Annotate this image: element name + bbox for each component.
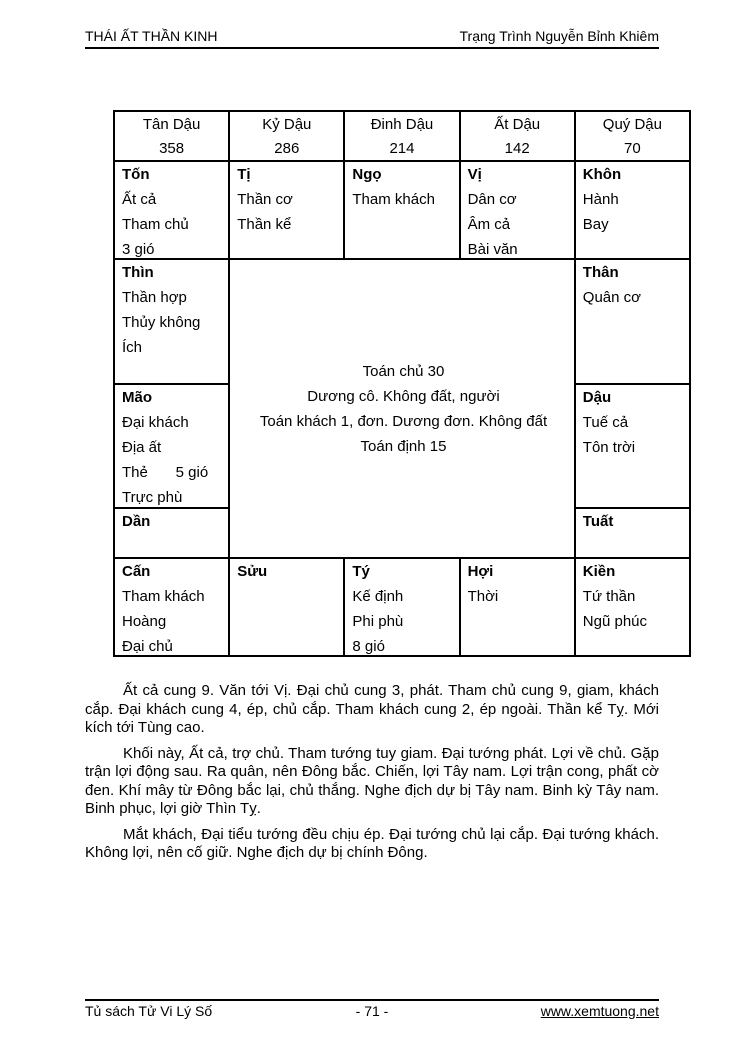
palace-cell-hoi — [461, 559, 576, 657]
palace-line: Đại khách — [122, 414, 189, 431]
palace-line: Quân cơ — [582, 289, 641, 306]
year-cell-dinh-dau — [345, 112, 460, 162]
palace-label: Hợi — [467, 563, 494, 580]
palace-label: Thân — [582, 264, 619, 281]
palace-cell-ti — [230, 162, 345, 260]
palace-label: Dậu — [582, 389, 612, 406]
palace-line: Tôn trời — [582, 439, 636, 456]
paragraph: Ất cả cung 9. Văn tới Vị. Đại chủ cung 3, phát. Tham chủ cung 9, giam, khách cắp. Đại khách cung 4, ép, chủ cắp. Tham khách cung 2, ép ngoài. Thần kể Tỵ. Mới kích tới Tùng cao. — [85, 682, 659, 736]
palace-cell-kien — [576, 559, 691, 657]
palace-line: Kế định — [352, 588, 404, 605]
palace-cell-can — [115, 559, 230, 657]
header-rule — [85, 47, 659, 49]
palace-cell-mao — [115, 385, 230, 509]
palace-label: Sửu — [237, 563, 268, 580]
palace-cell-ton — [115, 162, 230, 260]
palace-line: Tứ thần — [582, 588, 636, 605]
center-line: Dương cô. Không đất, người — [307, 388, 500, 405]
year-number: 70 — [624, 140, 641, 157]
page-number: - 71 - — [355, 1003, 389, 1019]
palace-cell-ty — [345, 559, 460, 657]
palace-line: 5 gió — [175, 464, 209, 481]
palace-line-split — [122, 460, 224, 485]
running-header — [85, 28, 659, 44]
book-title: THÁI ẤT THẦN KINH — [85, 28, 218, 44]
palace-line: Trực phù — [122, 489, 183, 506]
footer-series-title: Tủ sách Tử Vi Lý Số — [85, 1003, 213, 1019]
running-footer — [85, 1003, 659, 1019]
palace-cell-dan — [115, 509, 230, 559]
palace-line: Âm cả — [467, 216, 511, 233]
palace-line: Dân cơ — [467, 191, 517, 208]
year-cell-quy-dau — [576, 112, 691, 162]
palace-cell-suu — [230, 559, 345, 657]
palace-cell-dau — [576, 385, 691, 509]
palace-line: Tham chủ — [122, 216, 189, 233]
palace-label: Tị — [237, 166, 251, 183]
year-number: 358 — [159, 140, 185, 157]
palace-label: Thìn — [122, 264, 154, 281]
commentary-text — [85, 682, 659, 870]
palace-label: Kiền — [582, 563, 616, 580]
palace-line: Thủy không — [122, 314, 201, 331]
year-cell-at-dau — [461, 112, 576, 162]
palace-label: Mão — [122, 389, 152, 406]
palace-line: 3 gió — [122, 241, 155, 258]
year-name: Quý Dậu — [602, 116, 662, 133]
year-cell-tan-dau — [115, 112, 230, 162]
center-calculation-cell — [230, 260, 576, 559]
center-line: Toán chủ 30 — [362, 363, 445, 380]
palace-line: Thẻ — [122, 464, 148, 481]
palace-label: Tuất — [582, 513, 614, 530]
palace-label: Vị — [467, 166, 482, 183]
footer-rule — [85, 999, 659, 1001]
footer-website-link[interactable]: www.xemtuong.net — [540, 1003, 659, 1019]
palace-line: Hoàng — [122, 613, 167, 630]
palace-label: Khôn — [582, 166, 622, 183]
paragraph: Khối này, Ất cả, trợ chủ. Tham tướng tuy giam. Đại tướng phát. Lợi về chủ. Gặp trận lợi động sau. Ra quân, nên Đông bắc. Chiến, lợi Tây nam. Lợi trận cong, phất cờ đen. Khí mây từ Đông bắc lại, chủ thắng. Nghe địch dự bị Tây nam. Binh kỳ Tây nam. Binh phục, lợi giờ Thìn Tỵ. — [85, 744, 659, 817]
palace-cell-vi — [461, 162, 576, 260]
palace-line: Ngũ phúc — [582, 613, 648, 630]
center-line: Toán khách 1, đơn. Dương đơn. Không đất — [259, 413, 548, 430]
palace-cell-tuat — [576, 509, 691, 559]
palace-cell-ngo — [345, 162, 460, 260]
year-name: Đinh Dậu — [370, 116, 434, 133]
palace-line: Hành — [582, 191, 619, 208]
palace-line: Tham khách — [352, 191, 435, 208]
book-author: Trạng Trình Nguyễn Bỉnh Khiêm — [459, 28, 659, 44]
palace-line: Thời — [467, 588, 499, 605]
palace-cell-thin — [115, 260, 230, 385]
paragraph: Mắt khách, Đại tiểu tướng đều chịu ép. Đại tướng chủ lại cắp. Đại tướng khách. Không lợi, nên cố giữ. Nghe địch dự bị chính Đông. — [85, 825, 659, 861]
year-name: Tân Dậu — [142, 116, 201, 133]
palace-line: Tham khách — [122, 588, 205, 605]
palace-line: Thần cơ — [237, 191, 293, 208]
palace-label: Dần — [122, 513, 151, 530]
palace-cell-than — [576, 260, 691, 385]
year-number: 214 — [389, 140, 415, 157]
palace-label: Tý — [352, 563, 370, 580]
palace-line: Địa ất — [122, 439, 162, 456]
palace-line: Thần hợp — [122, 289, 187, 306]
year-cell-ky-dau — [230, 112, 345, 162]
palace-cell-khon — [576, 162, 691, 260]
year-name: Ất Dậu — [494, 116, 541, 133]
palace-line: Tuế cả — [582, 414, 629, 431]
year-number: 142 — [504, 140, 530, 157]
palace-label: Cấn — [122, 563, 151, 580]
palace-line: Thần kể — [237, 216, 292, 233]
palace-line: Ất cả — [122, 191, 157, 208]
center-line: Toán định 15 — [360, 438, 447, 455]
palace-line: Đại chủ — [122, 638, 173, 655]
taiyi-chart-table — [113, 110, 691, 657]
year-name: Kỷ Dậu — [262, 116, 312, 133]
palace-line: Ích — [122, 339, 143, 356]
palace-label: Ngọ — [352, 166, 382, 183]
year-number: 286 — [274, 140, 300, 157]
palace-line: 8 gió — [352, 638, 385, 655]
palace-line: Bài văn — [467, 241, 518, 258]
palace-line: Bay — [582, 216, 609, 233]
palace-line: Phi phù — [352, 613, 404, 630]
palace-label: Tốn — [122, 166, 150, 183]
